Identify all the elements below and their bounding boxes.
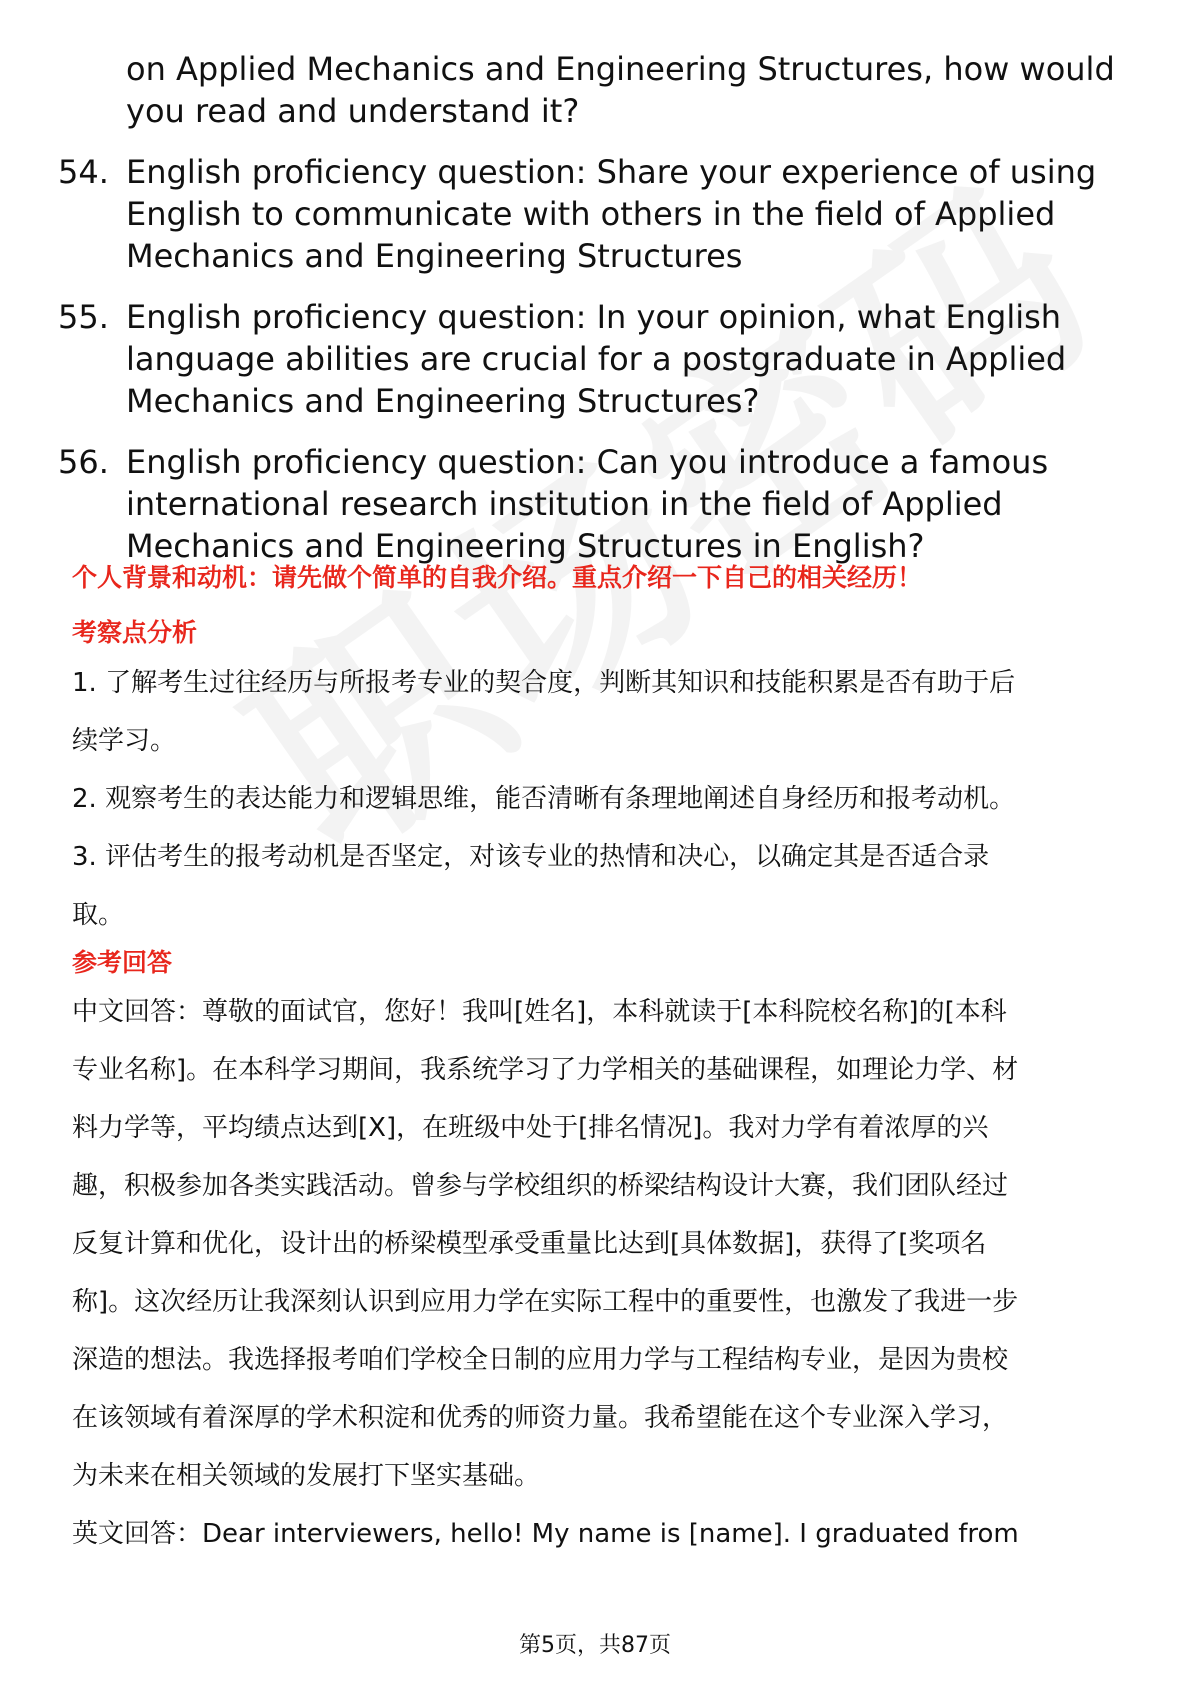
question-text: on Applied Mechanics and Engineering Structures, how would you read and understand it? [126, 50, 1115, 130]
analysis-line: 2. 观察考生的表达能力和逻辑思维，能否清晰有条理地阐述自身经历和报考动机。 [72, 784, 1016, 814]
analysis-body [72, 654, 1132, 944]
answer-line: 中文回答：尊敬的面试官，您好！我叫[姓名]，本科就读于[本科院校名称]的[本科 [72, 997, 1007, 1027]
question-number: 56. [58, 443, 109, 481]
question-text: English proficiency question: In your opinion, what English language abilities are crucial for a postgraduate in Applied Mechanics and Engineering Structures? [126, 298, 1067, 420]
page-footer: 第5页，共87页 [519, 1633, 671, 1658]
question-item [0, 151, 1190, 277]
english-answer-line: 英文回答：Dear interviewers, hello! My name is [name]. I graduated from [72, 1519, 1019, 1549]
answer-line: 称]。这次经历让我深刻认识到应用力学在实际工程中的重要性，也激发了我进一步 [72, 1287, 1019, 1317]
answer-line: 在该领域有着深厚的学术积淀和优秀的师资力量。我希望能在这个专业深入学习， [72, 1403, 1009, 1433]
question-text: English proficiency question: Can you introduce a famous international research institution in the field of Applied Mechanics and Engineering Structures in English? [126, 443, 1049, 565]
analysis-line: 取。 [72, 900, 125, 930]
answer-line: 深造的想法。我选择报考咱们学校全日制的应用力学与工程结构专业，是因为贵校 [72, 1345, 1009, 1375]
analysis-line: 续学习。 [72, 726, 177, 756]
question-list [0, 48, 1190, 586]
answer-line: 趣，积极参加各类实践活动。曾参与学校组织的桥梁结构设计大赛，我们团队经过 [72, 1171, 1009, 1201]
answer-line: 反复计算和优化，设计出的桥梁模型承受重量比达到[具体数据]，获得了[奖项名 [72, 1229, 987, 1259]
analysis-line: 3. 评估考生的报考动机是否坚定，对该专业的热情和决心，以确定其是否适合录 [72, 842, 990, 872]
reference-heading: 参考回答 [72, 948, 173, 977]
answer-line: 料力学等，平均绩点达到[X]，在班级中处于[排名情况]。我对力学有着浓厚的兴 [72, 1113, 989, 1143]
question-number: 54. [58, 153, 109, 191]
analysis-heading: 考察点分析 [72, 618, 198, 647]
question-item [0, 48, 1190, 132]
question-item [0, 296, 1190, 422]
answer-line: 为未来在相关领域的发展打下坚实基础。 [72, 1461, 541, 1491]
question-number: 55. [58, 298, 109, 336]
section-title: 个人背景和动机：请先做个简单的自我介绍。重点介绍一下自己的相关经历！ [72, 563, 923, 592]
reference-body [72, 983, 1132, 1563]
analysis-line: 1. 了解考生过往经历与所报考专业的契合度，判断其知识和技能积累是否有助于后 [72, 668, 1016, 698]
answer-line: 专业名称]。在本科学习期间，我系统学习了力学相关的基础课程，如理论力学、材 [72, 1055, 1019, 1085]
question-text: English proficiency question: Share your experience of using English to communicate with others in the field of Applied Mechanics and Engineering Structures [126, 153, 1097, 275]
question-item [0, 441, 1190, 567]
